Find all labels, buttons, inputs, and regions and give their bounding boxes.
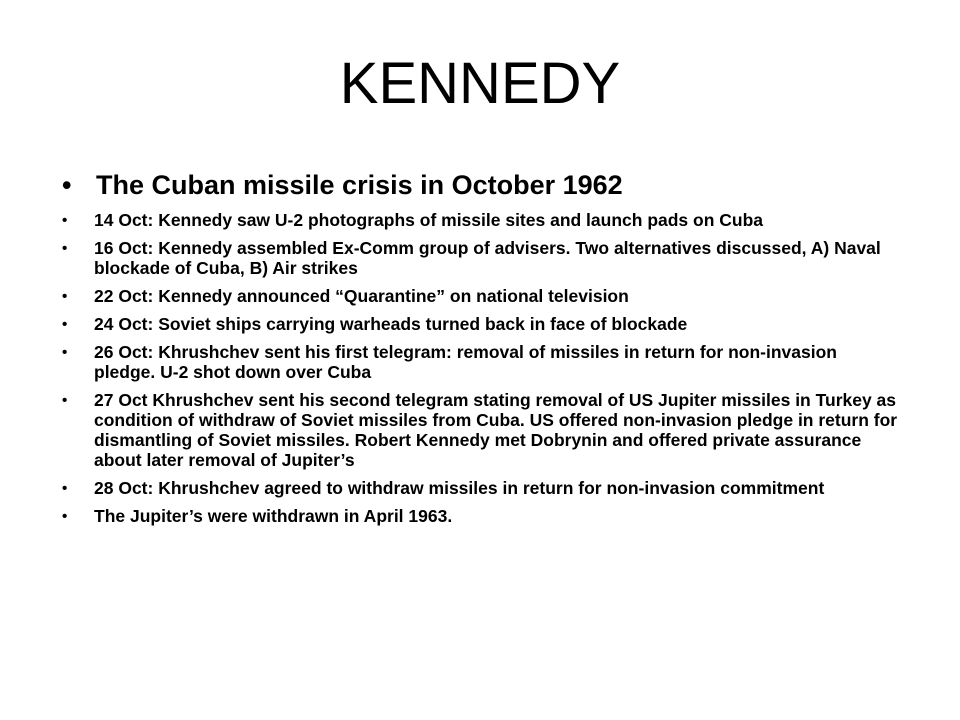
event-bullet-item xyxy=(60,286,900,306)
event-text: The Jupiter’s were withdrawn in April 1963. xyxy=(94,506,453,526)
bullet-icon: • xyxy=(62,240,68,257)
event-bullet-item xyxy=(60,314,900,334)
event-text: 28 Oct: Khrushchev agreed to withdraw missiles in return for non-invasion commitment xyxy=(94,478,825,498)
bullet-icon: • xyxy=(62,508,68,525)
bullet-icon: • xyxy=(62,212,68,229)
bullet-icon: • xyxy=(62,170,72,200)
main-bullet-item xyxy=(60,168,900,202)
event-text: 26 Oct: Khrushchev sent his first telegram: removal of missiles in return for non-invasion pledge. U-2 shot down over Cuba xyxy=(94,342,837,382)
main-bullet-text: The Cuban missile crisis in October 1962 xyxy=(96,170,623,200)
bullet-icon: • xyxy=(62,480,68,497)
bullet-icon: • xyxy=(62,344,68,361)
event-bullet-item xyxy=(60,342,900,382)
event-bullet-item xyxy=(60,210,900,230)
event-bullet-item xyxy=(60,506,900,526)
event-bullet-item xyxy=(60,390,900,470)
event-text: 27 Oct Khrushchev sent his second telegram stating removal of US Jupiter missiles in Turkey as condition of withdraw of Soviet missiles from Cuba. US offered non-invasion pledge in return for dismantling of Soviet missiles. Robert Kennedy met Dobrynin and offered private assurance about later removal of Jupiter’s xyxy=(94,390,898,470)
bullet-icon: • xyxy=(62,392,68,409)
slide-title: KENNEDY xyxy=(339,51,621,116)
event-text: 14 Oct: Kennedy saw U-2 photographs of missile sites and launch pads on Cuba xyxy=(94,210,764,230)
event-text: 22 Oct: Kennedy announced “Quarantine” on national television xyxy=(94,286,629,306)
event-text: 24 Oct: Soviet ships carrying warheads turned back in face of blockade xyxy=(94,314,688,334)
event-bullet-item xyxy=(60,478,900,498)
bullet-icon: • xyxy=(62,316,68,333)
event-bullet-item xyxy=(60,238,900,278)
event-text: 16 Oct: Kennedy assembled Ex-Comm group of advisers. Two alternatives discussed, A) Naval blockade of Cuba, B) Air strikes xyxy=(94,238,881,278)
bullet-list xyxy=(60,168,900,534)
bullet-icon: • xyxy=(62,288,68,305)
